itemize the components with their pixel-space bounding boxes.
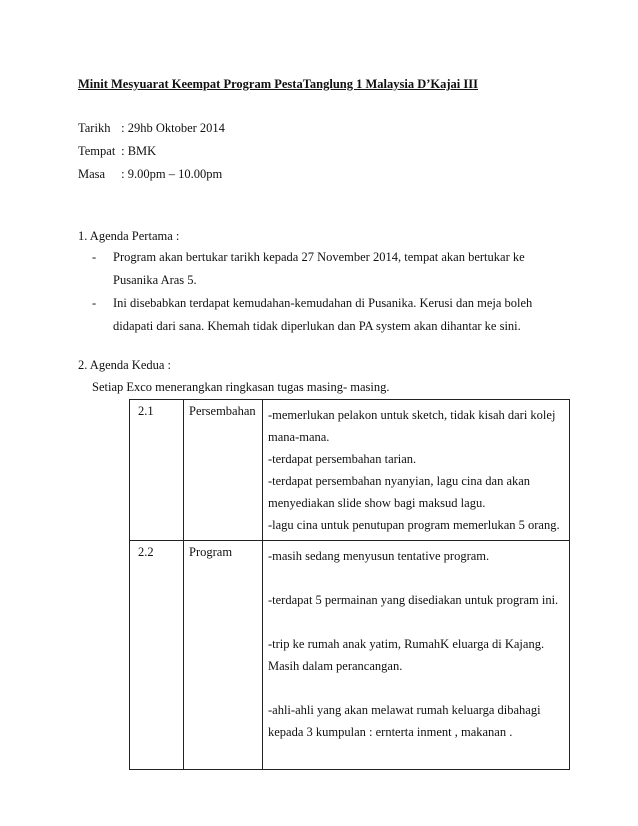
agenda1-bullet2-line1: Ini disebabkan terdapat kemudahan-kemudahan di Pusanika. Kerusi dan meja boleh [113,296,533,310]
detail-item: -masih sedang menyusun tentative program. [268,549,490,563]
row-name: Program [184,541,263,770]
place-value: : BMK [121,144,157,158]
date-row [78,121,225,136]
row-number: 2.1 [130,400,184,541]
time-row [78,167,222,182]
detail-item: -memerlukan pelakon untuk sketch, tidak kisah dari kolej mana-mana. [268,408,556,444]
agenda1-bullet2-dash: - [92,296,97,310]
detail-item: -terdapat persembahan tarian. [268,452,417,466]
agenda2-intro: Setiap Exco menerangkan ringkasan tugas masing- masing. [92,380,390,394]
spacer [268,677,564,699]
detail-item: -ahli-ahli yang akan melawat rumah keluarga dibahagi kepada 3 kumpulan : ernterta inment , makanan . [268,703,541,739]
detail-item: -trip ke rumah anak yatim, RumahK eluarga di Kajang. Masih dalam perancangan. [268,637,545,673]
row-number: 2.2 [130,541,184,770]
detail-item: -lagu cina untuk penutupan program memerlukan 5 orang. [268,518,560,532]
table-row [130,400,570,541]
document-title: Minit Mesyuarat Keempat Program PestaTanglung 1 Malaysia D’Kajai III [78,77,478,91]
detail-item: -terdapat 5 permainan yang disediakan untuk program ini. [268,593,559,607]
date-value: : 29hb Oktober 2014 [121,121,225,135]
agenda1-bullet1-line1: Program akan bertukar tarikh kepada 27 November 2014, tempat akan bertukar ke [113,250,525,264]
exco-table [129,399,570,770]
table-row [130,541,570,770]
time-label: Masa [78,167,106,181]
agenda1-bullet1-line2: Pusanika Aras 5. [113,273,197,287]
row-details [263,541,570,770]
place-label: Tempat [78,144,116,158]
row-details [263,400,570,541]
agenda2-heading: 2. Agenda Kedua : [78,358,172,372]
row-name: Persembahan [184,400,263,541]
agenda1-bullet1-dash: - [92,250,97,264]
agenda1-heading: 1. Agenda Pertama : [78,229,180,243]
agenda1-bullet2-line2: didapati dari sana. Khemah tidak diperlukan dan PA system akan dihantar ke sini. [113,319,521,333]
detail-item: -terdapat persembahan nyanyian, lagu cina dan akan menyediakan slide show bagi maksud lagu. [268,474,531,510]
spacer [268,567,564,589]
time-value: : 9.00pm – 10.00pm [121,167,223,181]
date-label: Tarikh [78,121,111,135]
spacer [268,743,564,765]
place-row [78,144,156,159]
spacer [268,611,564,633]
